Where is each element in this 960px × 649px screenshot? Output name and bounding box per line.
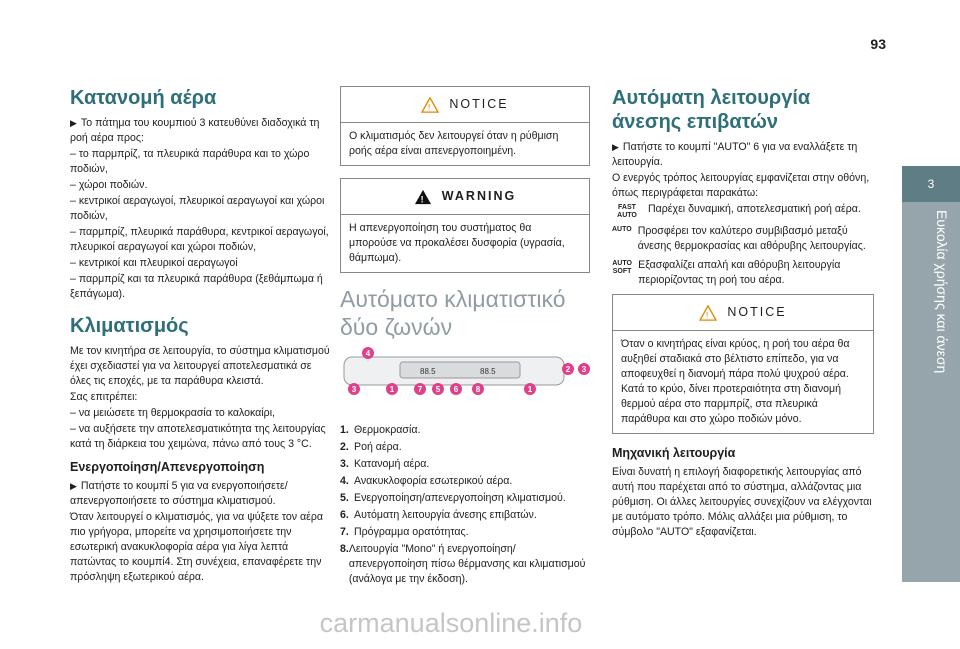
column-left: [70, 86, 332, 586]
warning-triangle-icon: [414, 189, 432, 205]
activation-text: Πατήστε το κουμπί 5 για να ενεργοποιήσετε/απενεργοποιήσετε το σύστημα κλιματισμού.: [70, 480, 288, 507]
list-item: – χώροι ποδιών.: [70, 179, 148, 191]
list-item: – κεντρικοί και πλευρικοί αεραγωγοί: [70, 257, 238, 269]
press-text: Πατήστε το κουμπί "AUTO" 6 για να εναλλάξετε τη λειτουργία.: [612, 141, 858, 168]
svg-text:1: 1: [527, 385, 533, 394]
column-middle: [340, 86, 590, 589]
svg-text:2: 2: [565, 365, 571, 374]
subheading-activation: Ενεργοποίηση/Απενεργοποίηση: [70, 460, 265, 474]
notice-text: Όταν ο κινητήρας είναι κρύος, η ροή του αέρα θα αυξηθεί σταδιακά στο βέλτιστο επίπεδο, για να αποφευχθεί η διανομή πάρα πολύ ψυχρού αέρα. Κατά το κρύο, δίνει προτεραιότητα στη διανομή θερμού αέρα στο παρμπρίζ, στα πλευρικά παράθυρα και στο χώρο ποδιών μόνο.: [621, 338, 850, 425]
svg-text:8: 8: [475, 385, 481, 394]
mode-intro: Ο ενεργός τρόπος λειτουργίας εμφανίζεται στην οθόνη, όπως περιγράφεται παρακάτω:: [612, 172, 870, 199]
svg-text:7: 7: [417, 385, 423, 394]
list-item: 3. Κατανομή αέρα.: [340, 458, 430, 470]
manual-text: Είναι δυνατή η επιλογή διαφορετικής λειτουργίας από αυτή που παρέχεται από το σύστημα, αλλάζοντας μια ρύθμιση. Οι άλλες λειτουργίες συνεχίζουν να ελέγχονται με αυτόματο τρόπο. Μόλις αλλάξει μια ρύθμιση, το σύμβολο "AUTO" εξαφανίζεται.: [612, 466, 872, 538]
notice-label: NOTICE: [449, 97, 509, 111]
notice-box: [340, 86, 590, 166]
column-right: [612, 86, 874, 541]
page-number: 93: [870, 36, 886, 52]
panel-temp-right: 88.5: [480, 367, 496, 376]
warning-box: [340, 178, 590, 273]
fast-auto-icon: FAST AUTO: [617, 204, 637, 219]
arrow-icon: ▶: [70, 118, 77, 128]
list-item: – να αυξήσετε την αποτελεσματικότητα της λειτουργίας κατά τη διάρκεια του χειμώνα, πάνω από τους 3 °C.: [70, 423, 326, 450]
svg-text:!: !: [428, 101, 433, 112]
intro-text: Το πάτημα του κουμπιού 3 κατευθύνει διαδοχικά τη ροή αέρα προς:: [70, 117, 320, 144]
auto-icon: AUTO: [612, 226, 632, 233]
auto-soft-icon: AUTO SOFT: [612, 260, 632, 275]
side-tab: [902, 166, 960, 582]
list-item: 4. Ανακυκλοφορία εσωτερικού αέρα.: [340, 475, 513, 487]
notice-text: Ο κλιματισμός δεν λειτουργεί όταν η ρύθμιση ροής αέρα είναι απενεργοποιημένη.: [349, 130, 559, 157]
list-item: 2. Ροή αέρα.: [340, 441, 402, 453]
list-item: – παρμπρίζ, πλευρικά παράθυρα, κεντρικοί αεραγωγοί, πλευρικοί αεραγωγοί και χώροι ποδιών,: [70, 226, 329, 253]
notice-box-right: [612, 294, 874, 434]
control-panel-figure: [340, 347, 590, 409]
section-title-auto-comfort: Αυτόματη λειτουργία άνεσης επιβατών: [612, 87, 811, 133]
ac-allows: Σας επιτρέπει:: [70, 391, 138, 403]
watermark: carmanualsonline.info: [319, 608, 583, 638]
svg-text:6: 6: [453, 385, 459, 394]
svg-text:!: !: [420, 193, 426, 204]
arrow-icon: ▶: [70, 481, 77, 491]
mode-auto-soft: AUTO SOFT Εξασφαλίζει απαλή και αθόρυβη λειτουργία περιορίζοντας τη ροή του αέρα.: [612, 259, 841, 286]
mode-fast-auto: FAST AUTO Παρέχει δυναμική, αποτελεσματική ροή αέρα.: [612, 202, 874, 220]
list-item: – να μειώσετε τη θερμοκρασία το καλοκαίρι,: [70, 407, 275, 419]
list-item: 8. Λειτουργία "Mono" ή ενεργοποίηση/απενεργοποίηση πίσω θέρμανσης και κλιματισμού (ανάλογα με την έκδοση).: [340, 543, 586, 585]
list-item: – παρμπρίζ και τα πλευρικά παράθυρα (ξεθάμπωμα ή ξεπάγωμα).: [70, 273, 323, 300]
warning-triangle-icon: [699, 305, 717, 321]
svg-text:1: 1: [389, 385, 395, 394]
list-item: – το παρμπρίζ, τα πλευρικά παράθυρα και το χώρο ποδιών,: [70, 148, 310, 175]
chapter-label: Ευκολία χρήσης και άνεση: [934, 210, 950, 374]
arrow-icon: ▶: [612, 142, 619, 152]
activation-text-2: Όταν λειτουργεί ο κλιματισμός, για να ψύξετε τον αέρα πιο γρήγορα, μπορείτε να χρησιμοποιήσετε την εσωτερική ανακυκλοφορία αέρα για λίγα λεπτά πατώντας το κουμπί4. Στη συνέχεια, επαναφέρετε την πρόσληψη εξωτερικού αέρα.: [70, 511, 324, 583]
ac-text: Με τον κινητήρα σε λειτουργία, το σύστημα κλιματισμού έχει σχεδιαστεί για να λειτουργεί αποτελεσματικά σε όλες τις εποχές, με τα παράθυρα κλειστά.: [70, 345, 330, 387]
subheading-manual: Μηχανική λειτουργία: [612, 446, 736, 460]
list-item: 6. Αυτόματη λειτουργία άνεσης επιβατών.: [340, 509, 537, 521]
warning-label: WARNING: [441, 189, 517, 203]
section-title-dual-zone: Αυτόματο κλιματιστικό δύο ζωνών: [340, 286, 566, 340]
section-title-air-distribution: Κατανομή αέρα: [70, 87, 217, 109]
list-item: 7. Πρόγραμμα ορατότητας.: [340, 526, 469, 538]
svg-text:5: 5: [435, 385, 441, 394]
warning-triangle-icon: [421, 97, 439, 113]
list-item: 5. Ενεργοποίηση/απενεργοποίηση κλιματισμού.: [340, 492, 566, 504]
list-item: 1. Θερμοκρασία.: [340, 424, 421, 436]
svg-text:3: 3: [581, 365, 587, 374]
svg-text:!: !: [706, 309, 711, 320]
list-item: – κεντρικοί αεραγωγοί, πλευρικοί αεραγωγοί και χώροι ποδιών,: [70, 195, 325, 222]
svg-text:3: 3: [351, 385, 357, 394]
svg-text:4: 4: [365, 349, 371, 358]
mode-auto: AUTO Προσφέρει τον καλύτερο συμβιβασμό μεταξύ άνεσης θερμοκρασίας και αθόρυβης λειτουργίας.: [612, 225, 866, 252]
notice-label: NOTICE: [727, 305, 787, 319]
section-title-ac: Κλιματισμός: [70, 315, 189, 337]
chapter-number: 3: [902, 166, 960, 202]
warning-text: Η απενεργοποίηση του συστήματος θα μπορούσε να προκαλέσει δυσφορία (υγρασία, θάμπωμα).: [349, 222, 565, 264]
panel-temp-left: 88.5: [420, 367, 436, 376]
